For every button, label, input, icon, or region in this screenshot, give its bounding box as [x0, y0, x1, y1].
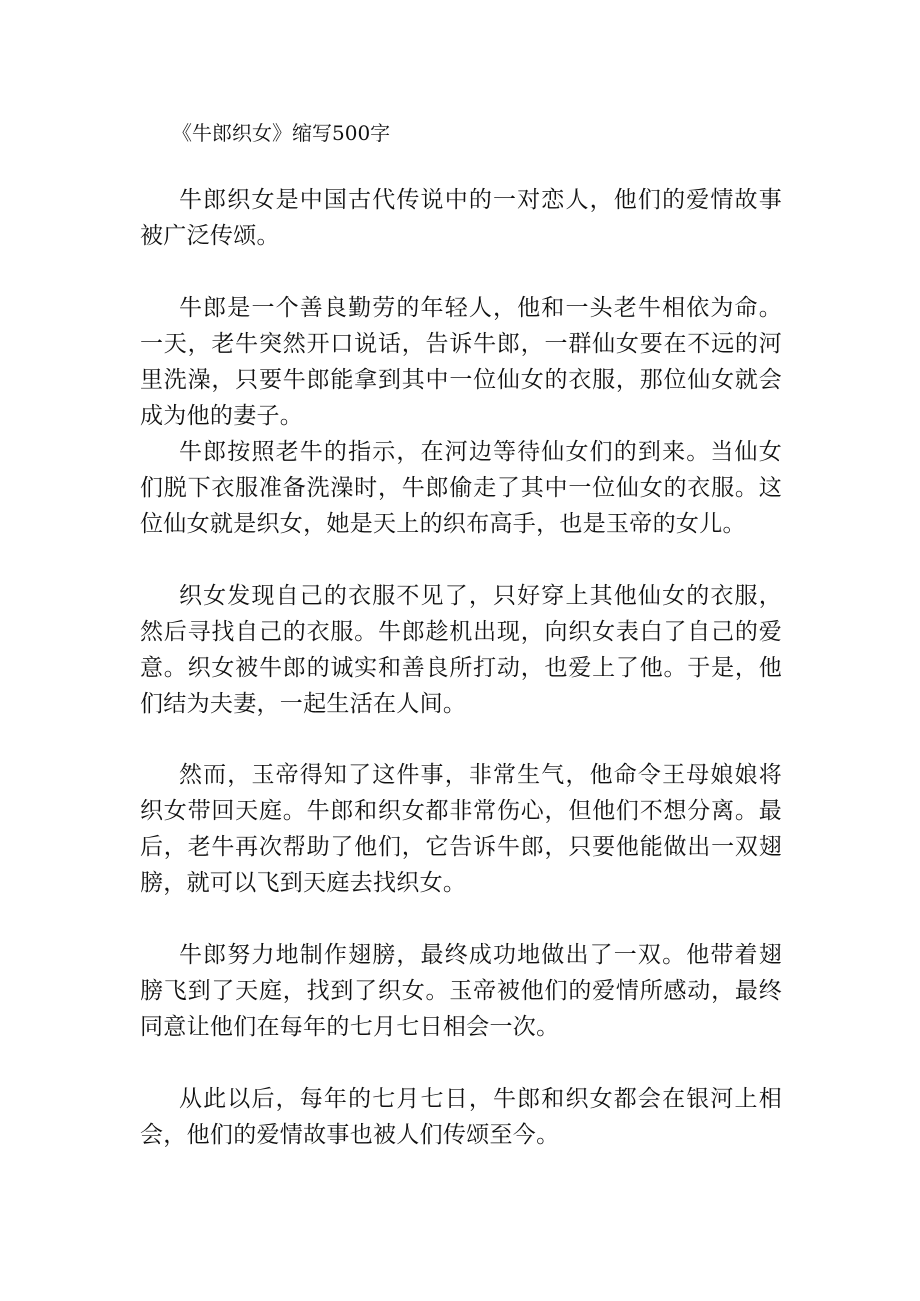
paragraph: 牛郎按照老牛的指示，在河边等待仙女们的到来。当仙女们脱下衣服准备洗澡时，牛郎偷走了其中一位仙女的衣服。这位仙女就是织女，她是天上的织布高手，也是玉帝的女儿。: [140, 439, 782, 537]
paragraph: 牛郎织女是中国古代传说中的一对恋人，他们的爱情故事被广泛传颂。: [140, 187, 782, 249]
paragraph: 然而，玉帝得知了这件事，非常生气，他命令王母娘娘将织女带回天庭。牛郎和织女都非常伤心，但他们不想分离。最后，老牛再次帮助了他们，它告诉牛郎，只要他能做出一双翅膀，就可以飞到天庭去找织女。: [140, 762, 782, 896]
document-title: 《牛郎织女》缩写500字: [172, 121, 391, 145]
paragraph: 从此以后，每年的七月七日，牛郎和织女都会在银河上相会，他们的爱情故事也被人们传颂至今。: [140, 1086, 782, 1148]
paragraph: 牛郎努力地制作翅膀，最终成功地做出了一双。他带着翅膀飞到了天庭，找到了织女。玉帝被他们的爱情所感动，最终同意让他们在每年的七月七日相会一次。: [140, 942, 782, 1040]
paragraph: 牛郎是一个善良勤劳的年轻人，他和一头老牛相依为命。一天，老牛突然开口说话，告诉牛郎，一群仙女要在不远的河里洗澡，只要牛郎能拿到其中一位仙女的衣服，那位仙女就会成为他的妻子。: [140, 295, 782, 429]
paragraph: 织女发现自己的衣服不见了，只好穿上其他仙女的衣服，然后寻找自己的衣服。牛郎趁机出现，向织女表白了自己的爱意。织女被牛郎的诚实和善良所打动，也爱上了他。于是，他们结为夫妻，一起生活在人间。: [140, 583, 782, 717]
